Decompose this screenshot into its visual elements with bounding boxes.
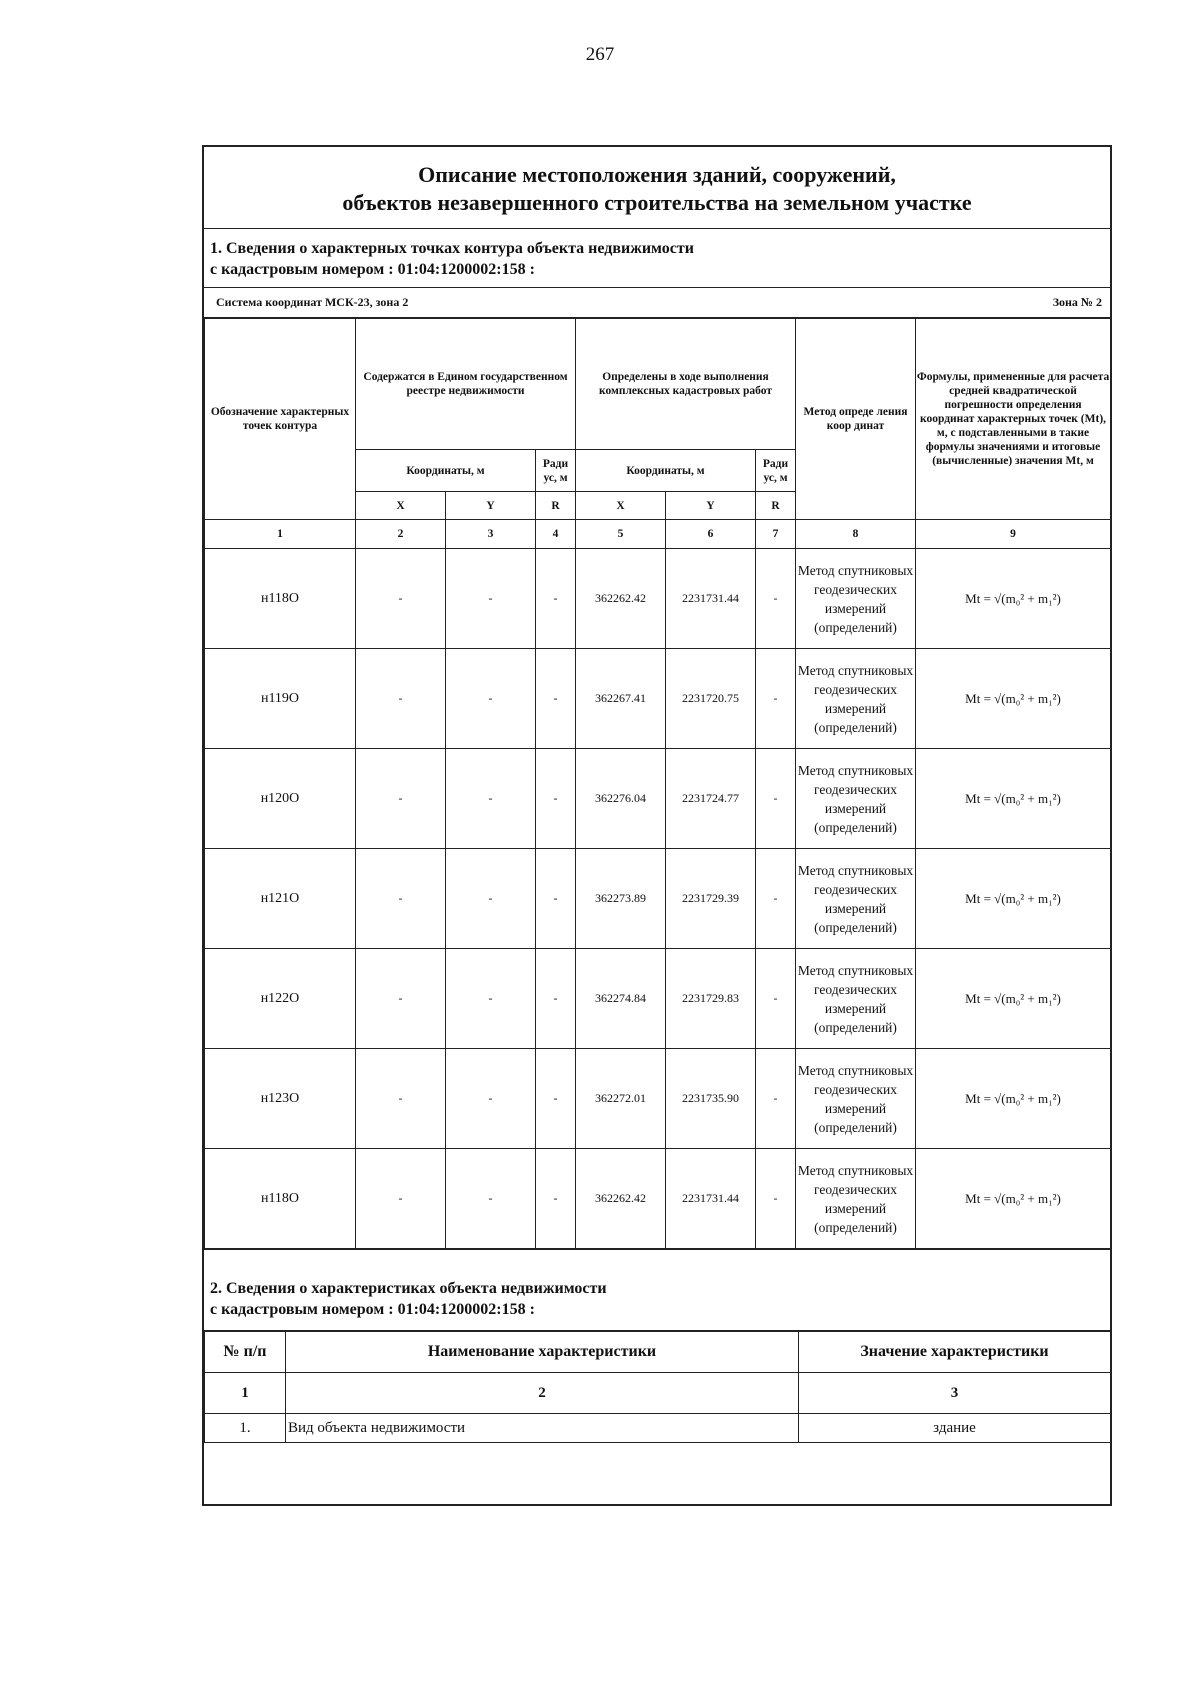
characteristic-name: Вид объекта недвижимости [286,1414,799,1443]
point-name: н118О [205,1149,356,1249]
r-complex: - [756,1049,796,1149]
section-1-heading [204,229,1110,288]
table-row [205,649,1111,749]
x-complex: 362267.41 [576,649,666,749]
point-name: н121О [205,849,356,949]
column-number: 8 [796,520,916,549]
header-x-egrn: X [356,492,446,520]
y-complex: 2231729.83 [666,949,756,1049]
method: Метод спутниковых геодезических измерений (определений) [796,1149,916,1249]
column-number: 1 [205,520,356,549]
y-egrn: - [446,649,536,749]
method: Метод спутниковых геодезических измерений (определений) [796,549,916,649]
r-egrn: - [536,1049,576,1149]
zone-number: Зона № 2 [1052,295,1102,309]
x-complex: 362273.89 [576,849,666,949]
column-number: 2 [356,520,446,549]
x-complex: 362272.01 [576,1049,666,1149]
method: Метод спутниковых геодезических измерений (определений) [796,1049,916,1149]
coordinate-system-row [204,288,1110,318]
characteristic-value: здание [799,1414,1111,1443]
title-line-2: объектов незавершенного строительства на земельном участке [342,190,972,215]
header-r-complex: R [756,492,796,520]
r-complex: - [756,749,796,849]
x-egrn: - [356,849,446,949]
y-egrn: - [446,849,536,949]
header-egrn: Содержатся в Едином государственном реестре недвижимости [356,319,576,450]
formula: Mt = √(m₀² + m₁²) [916,649,1111,749]
formula: Mt = √(m₀² + m₁²) [916,1049,1111,1149]
method: Метод спутниковых геодезических измерений (определений) [796,849,916,949]
header-radius-egrn: Ради ус, м [536,450,576,492]
document-frame [202,145,1112,1506]
table-row [205,949,1111,1049]
formula: Mt = √(m₀² + m₁²) [916,749,1111,849]
document-title [204,147,1110,229]
column-number: 7 [756,520,796,549]
y-egrn: - [446,1149,536,1249]
y-complex: 2231731.44 [666,1149,756,1249]
y-complex: 2231729.39 [666,849,756,949]
method: Метод спутниковых геодезических измерений (определений) [796,749,916,849]
y-egrn: - [446,949,536,1049]
table-row [205,1049,1111,1149]
column-number: 3 [446,520,536,549]
column-number: 9 [916,520,1111,549]
x-complex: 362276.04 [576,749,666,849]
y-complex: 2231720.75 [666,649,756,749]
column-number: 6 [666,520,756,549]
column-numbers-row [205,1373,1111,1414]
title-line-1: Описание местоположения зданий, сооружений, [418,162,896,187]
header-y-complex: Y [666,492,756,520]
column-number: 1 [205,1373,286,1414]
column-number: 5 [576,520,666,549]
y-complex: 2231731.44 [666,549,756,649]
point-name: н122О [205,949,356,1049]
header-r-egrn: R [536,492,576,520]
r-egrn: - [536,649,576,749]
coordinate-system: Система координат МСК-23, зона 2 [216,295,409,309]
y-egrn: - [446,1049,536,1149]
section-1-line-2: с кадастровым номером : 01:04:1200002:158 : [210,261,535,278]
header-number: № п/п [205,1332,286,1373]
point-name: н118О [205,549,356,649]
method: Метод спутниковых геодезических измерений (определений) [796,649,916,749]
r-complex: - [756,1149,796,1249]
method: Метод спутниковых геодезических измерений (определений) [796,949,916,1049]
section-2-line-1: 2. Сведения о характеристиках объекта недвижимости [210,1280,607,1297]
r-egrn: - [536,1149,576,1249]
header-method: Метод опреде ления коор динат [796,319,916,520]
formula: Mt = √(m₀² + m₁²) [916,849,1111,949]
column-number: 2 [286,1373,799,1414]
table-row [205,1149,1111,1249]
r-egrn: - [536,849,576,949]
r-complex: - [756,649,796,749]
x-complex: 362274.84 [576,949,666,1049]
column-numbers-row [205,520,1111,549]
table-row [205,749,1111,849]
r-complex: - [756,949,796,1049]
point-name: н119О [205,649,356,749]
formula: Mt = √(m₀² + m₁²) [916,949,1111,1049]
section-2-line-2: с кадастровым номером : 01:04:1200002:158 : [210,1301,535,1318]
header-coords-complex: Координаты, м [576,450,756,492]
x-complex: 362262.42 [576,549,666,649]
table-row [205,549,1111,649]
r-egrn: - [536,749,576,849]
formula: Mt = √(m₀² + m₁²) [916,549,1111,649]
column-number: 3 [799,1373,1111,1414]
header-formula: Формулы, примененные для расчета средней квадратической погрешности определения координат характерных точек (Mt), м, с подставленными в такие формулы значениями и итоговые (вычисленные) значения Mt, м [916,319,1111,520]
y-egrn: - [446,749,536,849]
header-y-egrn: Y [446,492,536,520]
characteristics-table [204,1331,1111,1443]
point-name: н120О [205,749,356,849]
header-point-name: Обозначение характерных точек контура [205,319,356,520]
table-row [205,1414,1111,1443]
header-characteristic-value: Значение характеристики [799,1332,1111,1373]
x-egrn: - [356,1049,446,1149]
point-name: н123О [205,1049,356,1149]
r-complex: - [756,549,796,649]
table-row [205,849,1111,949]
points-table [204,318,1111,1249]
x-egrn: - [356,649,446,749]
header-coords-egrn: Координаты, м [356,450,536,492]
header-complex: Определены в ходе выполнения комплексных кадастровых работ [576,319,796,450]
page-number: 267 [585,44,615,65]
x-egrn: - [356,549,446,649]
x-egrn: - [356,1149,446,1249]
formula: Mt = √(m₀² + m₁²) [916,1149,1111,1249]
column-number: 4 [536,520,576,549]
y-egrn: - [446,549,536,649]
header-characteristic-name: Наименование характеристики [286,1332,799,1373]
header-x-complex: X [576,492,666,520]
r-complex: - [756,849,796,949]
r-egrn: - [536,949,576,1049]
x-egrn: - [356,749,446,849]
header-radius-complex: Ради ус, м [756,450,796,492]
x-complex: 362262.42 [576,1149,666,1249]
characteristic-number: 1. [205,1414,286,1443]
x-egrn: - [356,949,446,1049]
r-egrn: - [536,549,576,649]
section-1-line-1: 1. Сведения о характерных точках контура объекта недвижимости [210,240,694,257]
y-complex: 2231724.77 [666,749,756,849]
y-complex: 2231735.90 [666,1049,756,1149]
section-2-heading [204,1249,1110,1331]
